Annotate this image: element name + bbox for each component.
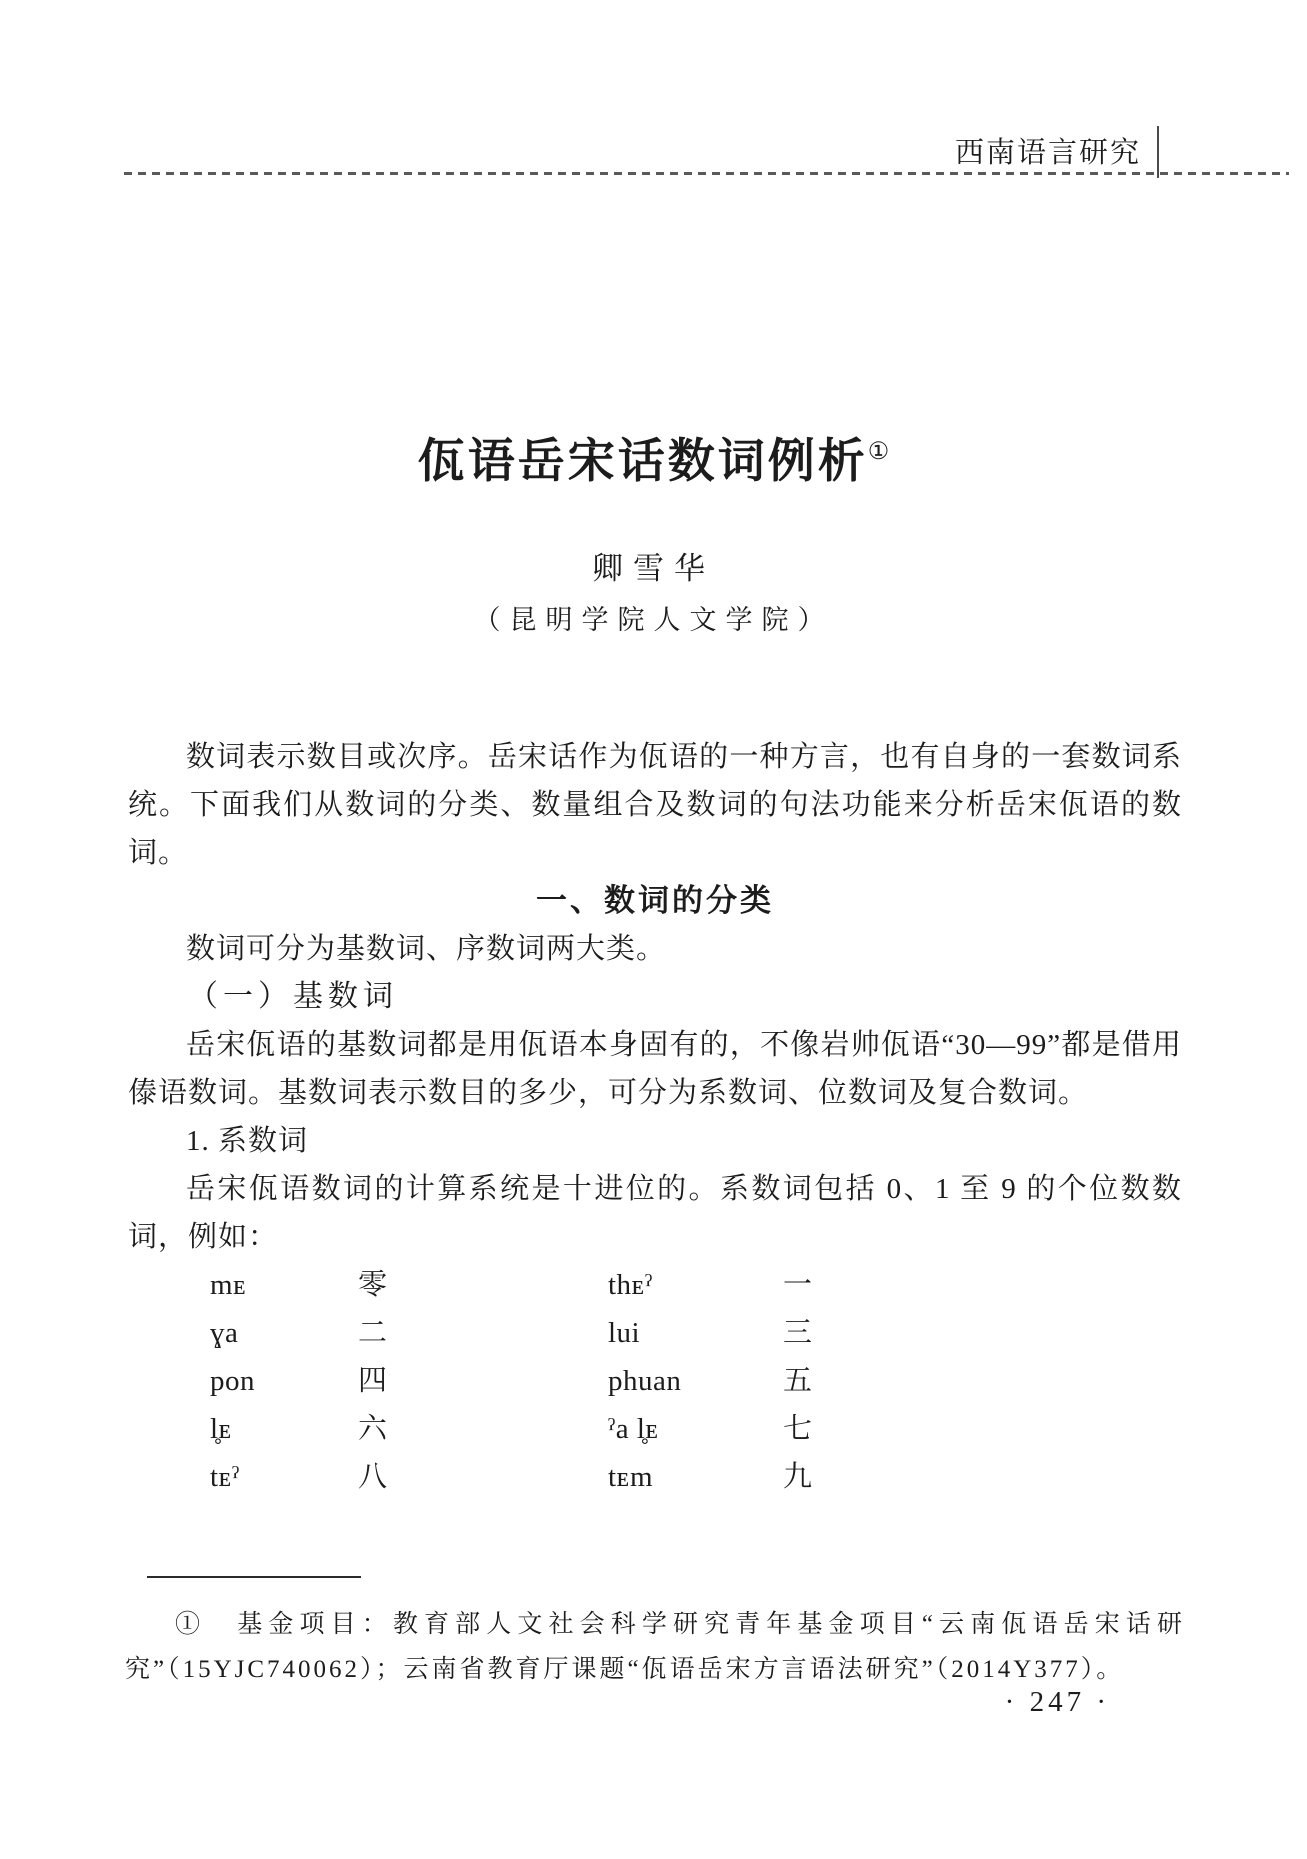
header-divider-bar bbox=[1157, 126, 1159, 178]
footnote bbox=[125, 1602, 1185, 1692]
footnote-rule bbox=[147, 1576, 361, 1578]
header-dashed-rule bbox=[124, 172, 1289, 175]
hanzi-cell: 三 bbox=[783, 1317, 813, 1349]
table-row bbox=[128, 1453, 1182, 1501]
ipa-cell: phuan bbox=[608, 1365, 682, 1397]
article-body bbox=[128, 733, 1182, 1501]
title-footnote-marker: ① bbox=[867, 439, 890, 465]
footnote-marker: ① bbox=[175, 1611, 207, 1638]
ipa-cell: tᴇˀ bbox=[210, 1461, 240, 1493]
hanzi-cell: 五 bbox=[783, 1365, 813, 1397]
table-row bbox=[128, 1261, 1182, 1309]
ipa-cell: tᴇm bbox=[608, 1461, 653, 1493]
ipa-cell: ˀa l̥ᴇ bbox=[608, 1413, 659, 1445]
table-row bbox=[128, 1309, 1182, 1357]
hanzi-cell: 四 bbox=[358, 1365, 388, 1397]
intro-paragraph: 数词表示数目或次序。岳宋话作为佤语的一种方言，也有自身的一套数词系统。下面我们从数词的分类、数量组合及数词的句法功能来分析岳宋佤语的数词。 bbox=[128, 741, 1182, 869]
item-heading: 1. 系数词 bbox=[186, 1125, 309, 1157]
ipa-cell: lui bbox=[608, 1317, 641, 1349]
hanzi-cell: 八 bbox=[358, 1461, 388, 1493]
paragraph-decimal-system: 岳宋佤语数词的计算系统是十进位的。系数词包括 0、1 至 9 的个位数数词，例如： bbox=[128, 1173, 1182, 1253]
page-number: · 247 · bbox=[1004, 1686, 1110, 1718]
article-title-text: 佤语岳宋话数词例析 bbox=[417, 436, 868, 488]
hanzi-cell: 七 bbox=[783, 1413, 813, 1445]
article-title bbox=[0, 424, 1307, 491]
hanzi-cell: 九 bbox=[783, 1461, 813, 1493]
ipa-cell: mᴇ bbox=[210, 1269, 247, 1301]
subsection-heading: （一）基数词 bbox=[188, 980, 398, 1013]
section-heading: 一、数词的分类 bbox=[536, 883, 774, 918]
hanzi-cell: 六 bbox=[358, 1413, 388, 1445]
ipa-cell: ɣa bbox=[210, 1317, 239, 1349]
table-row bbox=[128, 1405, 1182, 1453]
paragraph-cardinal: 岳宋佤语的基数词都是用佤语本身固有的，不像岩帅佤语“30—99”都是借用傣语数词。基数词表示数目的多少，可分为系数词、位数词及复合数词。 bbox=[128, 1029, 1182, 1109]
table-row bbox=[128, 1357, 1182, 1405]
ipa-cell: pon bbox=[210, 1365, 255, 1397]
numeral-table bbox=[128, 1261, 1182, 1501]
hanzi-cell: 零 bbox=[358, 1269, 388, 1301]
ipa-cell: thᴇˀ bbox=[608, 1269, 653, 1301]
footnote-text: 基金项目：教育部人文社会科学研究青年基金项目“云南佤语岳宋话研究”（15YJC740062）；云南省教育厅课题“佤语岳宋方言语法研究”（2014Y377）。 bbox=[125, 1611, 1185, 1683]
affiliation: （昆明学院人文学院） bbox=[473, 605, 834, 635]
paragraph-classification: 数词可分为基数词、序数词两大类。 bbox=[186, 933, 667, 965]
journal-title: 西南语言研究 bbox=[955, 137, 1142, 169]
author-name: 卿雪华 bbox=[592, 551, 715, 586]
hanzi-cell: 二 bbox=[358, 1317, 388, 1349]
ipa-cell: l̥ᴇ bbox=[210, 1413, 232, 1445]
hanzi-cell: 一 bbox=[783, 1269, 813, 1301]
